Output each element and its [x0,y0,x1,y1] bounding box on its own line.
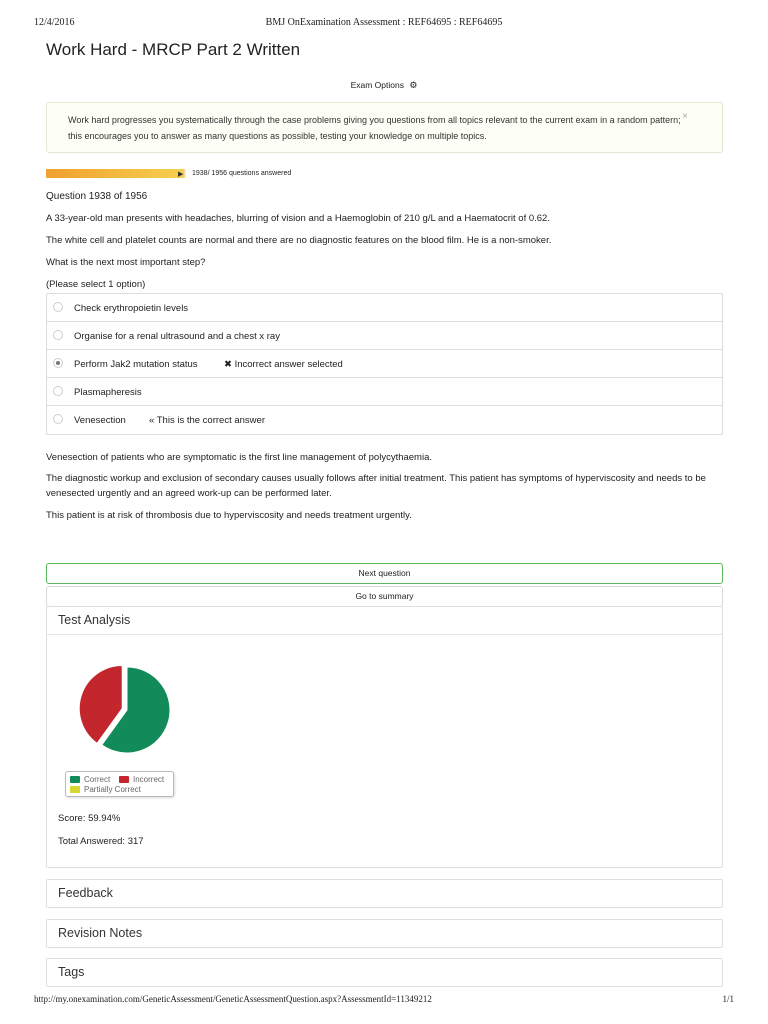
revision-notes-heading[interactable]: Revision Notes [58,926,143,940]
progress-caret-icon: ▶ [178,171,184,178]
progress-label: 1938/ 1956 questions answered [192,170,292,177]
question-prompt: What is the next most important step? [46,257,206,268]
answer-option[interactable] [47,350,722,378]
option-label: Check erythropoietin levels [74,303,189,314]
answer-options [46,293,723,435]
test-analysis-body [47,634,722,867]
explanation-text: The diagnostic workup and exclusion of secondary causes usually follows after initial treatment. This patient has symptoms of hyperviscosity and needs to be venesected urgently and an agreed work-up can be performed later. [46,473,706,499]
select-instruction: (Please select 1 option) [46,279,146,290]
answer-option[interactable] [47,322,722,350]
radio-button[interactable] [53,330,63,340]
option-label: Perform Jak2 mutation status [74,359,198,370]
page-title: Work Hard - MRCP Part 2 Written [46,40,301,59]
legend-item-correct: Correct [70,775,110,784]
tags-panel[interactable] [46,958,723,987]
tags-heading[interactable]: Tags [58,965,85,979]
legend-swatch [70,776,80,783]
radio-button-selected[interactable] [53,358,63,368]
answer-option[interactable] [47,294,722,322]
incorrect-answer-feedback: ✖ Incorrect answer selected [224,359,343,370]
test-analysis-panel [46,606,723,868]
radio-button[interactable] [53,414,63,424]
question-stem: A 33-year-old man presents with headaches, blurring of vision and a Haemoglobin of 210 g/L and a Haematocrit of 0.62. [46,213,550,224]
feedback-heading[interactable]: Feedback [58,886,113,900]
info-alert [46,102,723,153]
score-pie-chart [75,663,195,763]
option-label: Organise for a renal ultrasound and a chest x ray [74,331,280,342]
print-title: BMJ OnExamination Assessment : REF64695 : REF64695 [265,17,503,28]
print-page-number: 1/1 [722,994,734,1004]
exam-options-button[interactable] [0,80,768,91]
progress-bar [46,169,186,178]
legend-item-partially-correct: Partially Correct [70,785,141,794]
print-date: 12/4/2016 [34,17,75,28]
print-url: http://my.onexamination.com/GeneticAssessment/GeneticAssessmentQuestion.aspx?AssessmentId=11349212 [34,994,432,1004]
score-text: Score: 59.94% [58,813,121,824]
print-header [34,17,734,31]
exam-options-label: Exam Options [350,80,404,90]
gears-icon: ⚙ [409,80,418,90]
option-label: Venesection [74,415,126,426]
legend-item-incorrect: Incorrect [119,775,164,784]
legend-swatch [70,786,80,793]
print-footer [34,994,734,1008]
radio-button[interactable] [53,386,63,396]
question-number: Question 1938 of 1956 [46,191,148,202]
feedback-panel[interactable] [46,879,723,908]
explanation-text: This patient is at risk of thrombosis due to hyperviscosity and needs treatment urgently. [46,510,412,521]
correct-answer-feedback: « This is the correct answer [149,415,265,426]
chart-legend [65,771,174,797]
next-question-button[interactable]: Next question [46,563,723,584]
explanation-text: Venesection of patients who are symptomatic is the first line management of polycythaemia. [46,452,433,463]
legend-swatch [119,776,129,783]
total-answered-text: Total Answered: 317 [58,836,144,847]
close-icon[interactable]: × [682,111,688,122]
option-label: Plasmapheresis [74,387,142,398]
alert-text: Work hard progresses you systematically through the case problems giving you questions from all topics relevant to the current exam in a random pattern; this encourages you to answer as many questions as possible, testing your knowledge on multiple topics. [68,115,681,141]
go-to-summary-button[interactable]: Go to summary [46,586,723,607]
answer-option[interactable] [47,406,722,434]
test-analysis-heading[interactable]: Test Analysis [58,613,131,627]
revision-notes-panel[interactable] [46,919,723,948]
question-stem: The white cell and platelet counts are normal and there are no diagnostic features on the blood film. He is a non-smoker. [46,235,552,246]
answer-option[interactable] [47,378,722,406]
radio-button[interactable] [53,302,63,312]
